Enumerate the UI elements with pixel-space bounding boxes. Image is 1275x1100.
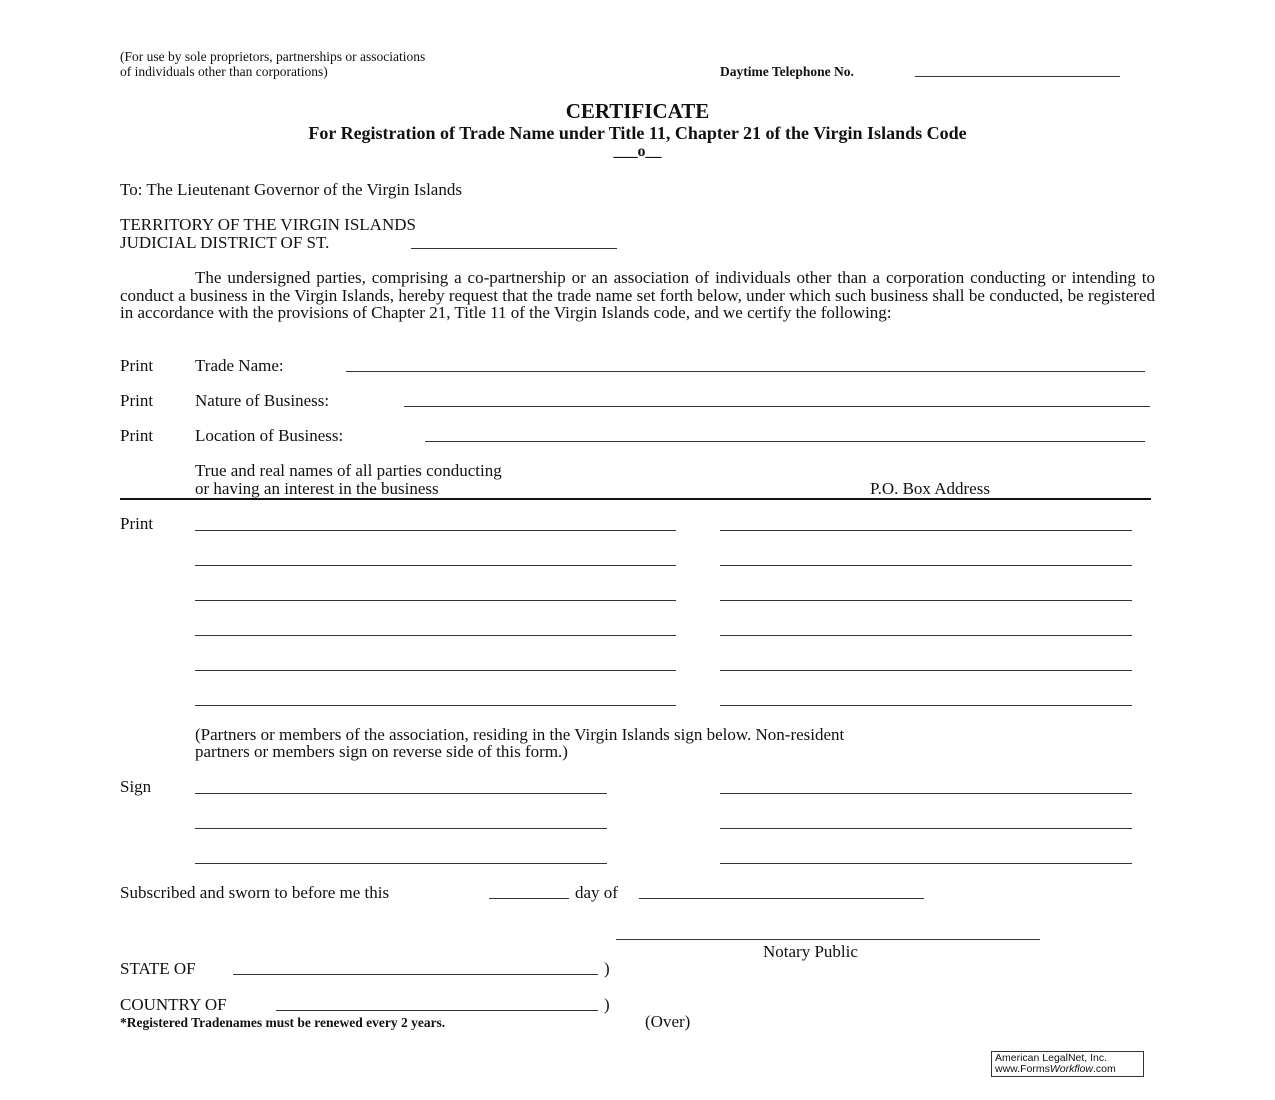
notary-public-label: Notary Public — [763, 942, 858, 961]
state-close-paren: ) — [604, 959, 610, 978]
sign-prefix: Sign — [120, 777, 152, 796]
party-name-input-6[interactable] — [195, 691, 676, 706]
party-name-input-3[interactable] — [195, 586, 676, 601]
party-address-input-6[interactable] — [720, 691, 1132, 706]
day-of-label: day of — [575, 883, 618, 902]
certificate-title: CERTIFICATE — [565, 99, 710, 123]
territory-label: TERRITORY OF THE VIRGIN ISLANDS — [120, 215, 416, 234]
party-address-input-3[interactable] — [720, 586, 1132, 601]
names-header-line1: True and real names of all parties conducting — [195, 461, 502, 480]
signature-input-left-3[interactable] — [195, 849, 607, 864]
state-input[interactable] — [233, 960, 598, 975]
notary-signature-input[interactable] — [616, 925, 1040, 940]
telephone-input[interactable] — [915, 62, 1120, 77]
signature-input-right-2[interactable] — [720, 814, 1132, 829]
signature-input-left-2[interactable] — [195, 814, 607, 829]
logo-line2 — [995, 1064, 1140, 1075]
usage-note-line2: of individuals other than corporations) — [120, 64, 328, 79]
field-label-trade-name: Trade Name: — [195, 356, 284, 375]
field-prefix-location: Print — [120, 426, 154, 445]
usage-note-line1: (For use by sole proprietors, partnerships or associations — [120, 49, 426, 64]
signature-note-line2: partners or members sign on reverse side of this form.) — [195, 742, 568, 761]
field-label-location: Location of Business: — [195, 426, 344, 445]
logo-line1: American LegalNet, Inc. — [995, 1052, 1108, 1064]
country-close-paren: ) — [604, 995, 610, 1014]
party-address-input-2[interactable] — [720, 551, 1132, 566]
location-of-business-input[interactable] — [425, 427, 1145, 442]
parties-row-prefix: Print — [120, 514, 154, 533]
month-year-input[interactable] — [639, 884, 924, 899]
country-label: COUNTRY OF — [120, 995, 227, 1014]
address-header: P.O. Box Address — [870, 479, 990, 498]
district-input[interactable] — [411, 234, 617, 249]
state-label: STATE OF — [120, 959, 196, 978]
logo-line2-suffix: .com — [1093, 1063, 1116, 1075]
subscribed-label: Subscribed and sworn to before me this — [120, 883, 390, 902]
signature-input-right-1[interactable] — [720, 779, 1132, 794]
party-name-input-4[interactable] — [195, 621, 676, 636]
title-divider: ___o__ — [613, 143, 662, 160]
intro-paragraph: The undersigned parties, comprising a co-partnership or an association of individuals other than a corporation conducting or intending to conduct a business in the Virgin Islands, hereby request that the trade name set forth below, under which such business shall be conducted, be registered in accordance with the provisions of Chapter 21, Title 11 of the Virgin Islands code, and we certify the following: — [120, 268, 1155, 322]
publisher-logo — [991, 1051, 1144, 1077]
over-label: (Over) — [645, 1012, 691, 1031]
nature-of-business-input[interactable] — [404, 392, 1150, 407]
names-header-line2: or having an interest in the business — [195, 479, 439, 498]
telephone-label: Daytime Telephone No. — [720, 64, 854, 79]
party-name-input-1[interactable] — [195, 516, 676, 531]
signature-input-right-3[interactable] — [720, 849, 1132, 864]
party-address-input-1[interactable] — [720, 516, 1132, 531]
party-name-input-5[interactable] — [195, 656, 676, 671]
trade-name-input[interactable] — [346, 357, 1145, 372]
field-prefix-nature: Print — [120, 391, 154, 410]
day-input[interactable] — [489, 884, 569, 899]
field-label-nature: Nature of Business: — [195, 391, 330, 410]
party-address-input-5[interactable] — [720, 656, 1132, 671]
logo-line2-italic: Workflow — [1049, 1063, 1094, 1075]
party-address-input-4[interactable] — [720, 621, 1132, 636]
signature-input-left-1[interactable] — [195, 779, 607, 794]
table-header-rule — [120, 498, 1151, 500]
district-label: JUDICIAL DISTRICT OF ST. — [120, 233, 330, 252]
certificate-subtitle: For Registration of Trade Name under Title 11, Chapter 21 of the Virgin Islands Code — [308, 123, 967, 143]
signature-note-line1: (Partners or members of the association, residing in the Virgin Islands sign below. Non-resident — [195, 725, 845, 744]
logo-line2-prefix: www.Forms — [995, 1063, 1050, 1075]
party-name-input-2[interactable] — [195, 551, 676, 566]
country-input[interactable] — [276, 996, 598, 1011]
renewal-note: *Registered Tradenames must be renewed every 2 years. — [120, 1015, 446, 1030]
addressee: To: The Lieutenant Governor of the Virgin Islands — [120, 180, 462, 199]
field-prefix-trade-name: Print — [120, 356, 154, 375]
